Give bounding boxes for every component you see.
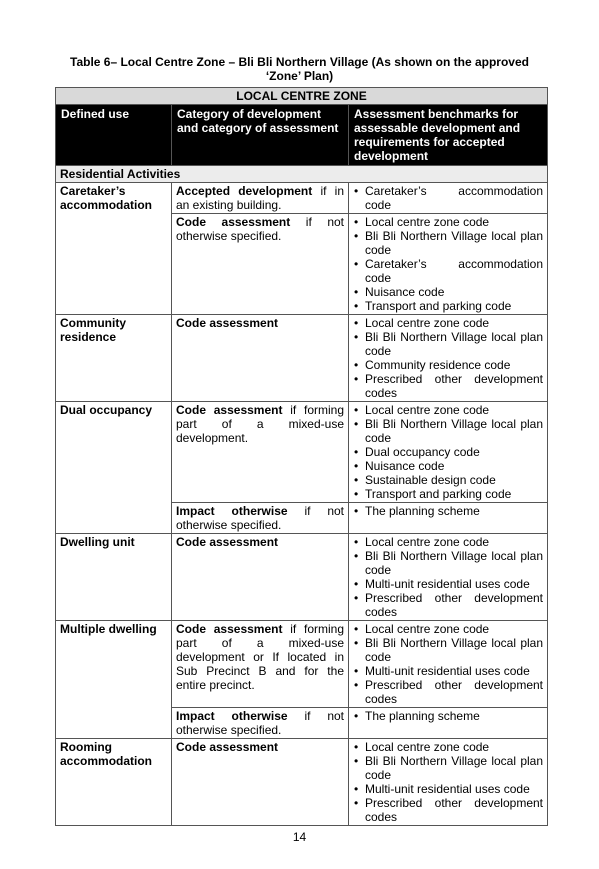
benchmark-item: • Nuisance code (353, 459, 543, 473)
category-label: Impact otherwise (176, 504, 288, 518)
table-title-line-1: Table 6– Local Centre Zone – Bli Bli Northern Village (As shown on the approved (70, 55, 529, 69)
benchmark-item: • Bli Bli Northern Village local plan code (353, 229, 543, 257)
defined-use-cell: Caretaker’s accommodation (56, 183, 172, 315)
benchmark-list (353, 535, 543, 619)
benchmark-item: • Local centre zone code (353, 403, 543, 417)
benchmark-item: • Caretaker’s accommodation code (353, 184, 543, 212)
benchmark-item: • Local centre zone code (353, 316, 543, 330)
table-row (56, 402, 548, 503)
section-row (56, 166, 548, 183)
benchmark-list (353, 740, 543, 824)
category-cell (172, 708, 349, 739)
category-condition: if not otherwise specified. (176, 504, 345, 532)
table-row (56, 315, 548, 402)
zone-header: LOCAL CENTRE ZONE (56, 88, 548, 105)
table-row (56, 183, 548, 214)
benchmark-item: • Local centre zone code (353, 622, 543, 636)
benchmarks-cell (349, 402, 548, 503)
benchmark-item: • The planning scheme (353, 504, 543, 518)
benchmark-item: • Multi-unit residential uses code (353, 664, 543, 678)
benchmarks-cell (349, 503, 548, 534)
category-condition: if forming part of a mixed-use development. (176, 403, 344, 445)
benchmark-item: • Transport and parking code (353, 299, 543, 313)
category-label: Accepted development (176, 184, 313, 198)
category-cell (172, 315, 349, 402)
defined-use-cell: Dwelling unit (56, 534, 172, 621)
category-label: Impact otherwise (176, 709, 288, 723)
defined-use-cell: Dual occupancy (56, 402, 172, 534)
benchmark-list (353, 215, 543, 313)
category-label: Code assessment (176, 403, 283, 417)
category-condition: if not otherwise specified. (176, 215, 344, 243)
category-cell (172, 621, 349, 708)
category-cell (172, 214, 349, 315)
benchmarks-cell (349, 534, 548, 621)
local-centre-zone-table (55, 87, 548, 826)
category-label: Code assessment (176, 215, 291, 229)
category-condition: if not otherwise specified. (176, 709, 345, 737)
benchmark-item: • The planning scheme (353, 709, 543, 723)
benchmarks-cell (349, 621, 548, 708)
category-cell (172, 739, 349, 826)
defined-use-cell: Multiple dwelling (56, 621, 172, 739)
benchmark-item: • Prescribed other development codes (353, 591, 543, 619)
category-cell (172, 534, 349, 621)
benchmark-item: • Local centre zone code (353, 215, 543, 229)
benchmark-item: • Multi-unit residential uses code (353, 782, 543, 796)
benchmark-item: • Bli Bli Northern Village local plan code (353, 636, 543, 664)
column-header-defined-use: Defined use (56, 105, 172, 166)
benchmark-list (353, 403, 543, 501)
benchmark-item: • Bli Bli Northern Village local plan code (353, 417, 543, 445)
column-header-benchmarks: Assessment benchmarks for assessable development and requirements for accepted development (349, 105, 548, 166)
table-row (56, 534, 548, 621)
page-number: 14 (292, 830, 307, 844)
benchmark-list (353, 184, 543, 212)
benchmark-item: • Bli Bli Northern Village local plan code (353, 549, 543, 577)
section-heading: Residential Activities (56, 166, 548, 183)
category-cell (172, 183, 349, 214)
benchmarks-cell (349, 315, 548, 402)
defined-use-cell: Rooming accommodation (56, 739, 172, 826)
benchmark-list (353, 709, 543, 723)
benchmarks-cell (349, 183, 548, 214)
category-condition: if in an existing building. (176, 184, 344, 212)
benchmark-item: • Bli Bli Northern Village local plan code (353, 754, 543, 782)
zone-header-row (56, 88, 548, 105)
category-cell (172, 503, 349, 534)
benchmark-item: • Local centre zone code (353, 535, 543, 549)
benchmark-list (353, 622, 543, 706)
benchmark-item: • Community residence code (353, 358, 543, 372)
column-header-row (56, 105, 548, 166)
benchmark-item: • Caretaker’s accommodation code (353, 257, 543, 285)
benchmark-list (353, 316, 543, 400)
benchmarks-cell (349, 214, 548, 315)
benchmarks-cell (349, 708, 548, 739)
benchmark-item: • Prescribed other development codes (353, 372, 543, 400)
benchmark-item: • Dual occupancy code (353, 445, 543, 459)
table-row (56, 621, 548, 708)
category-cell (172, 402, 349, 503)
benchmark-item: • Prescribed other development codes (353, 678, 543, 706)
benchmark-item: • Local centre zone code (353, 740, 543, 754)
benchmark-list (353, 504, 543, 518)
benchmark-item: • Transport and parking code (353, 487, 543, 501)
benchmarks-cell (349, 739, 548, 826)
defined-use-cell: Community residence (56, 315, 172, 402)
table-title-line-2: ‘Zone’ Plan) (265, 69, 334, 83)
benchmark-item: • Multi-unit residential uses code (353, 577, 543, 591)
column-header-category: Category of development and category of assessment (172, 105, 349, 166)
category-label: Code assessment (176, 622, 283, 636)
category-condition: if forming part of a mixed-use development or If located in Sub Precinct B and for the entire precinct. (176, 622, 344, 692)
benchmark-item: • Bli Bli Northern Village local plan code (353, 330, 543, 358)
benchmark-item: • Prescribed other development codes (353, 796, 543, 824)
table-row (56, 739, 548, 826)
benchmark-item: • Nuisance code (353, 285, 543, 299)
category-label: Code assessment (176, 740, 279, 754)
table-title (40, 55, 559, 83)
benchmark-item: • Sustainable design code (353, 473, 543, 487)
category-label: Code assessment (176, 316, 279, 330)
category-label: Code assessment (176, 535, 279, 549)
